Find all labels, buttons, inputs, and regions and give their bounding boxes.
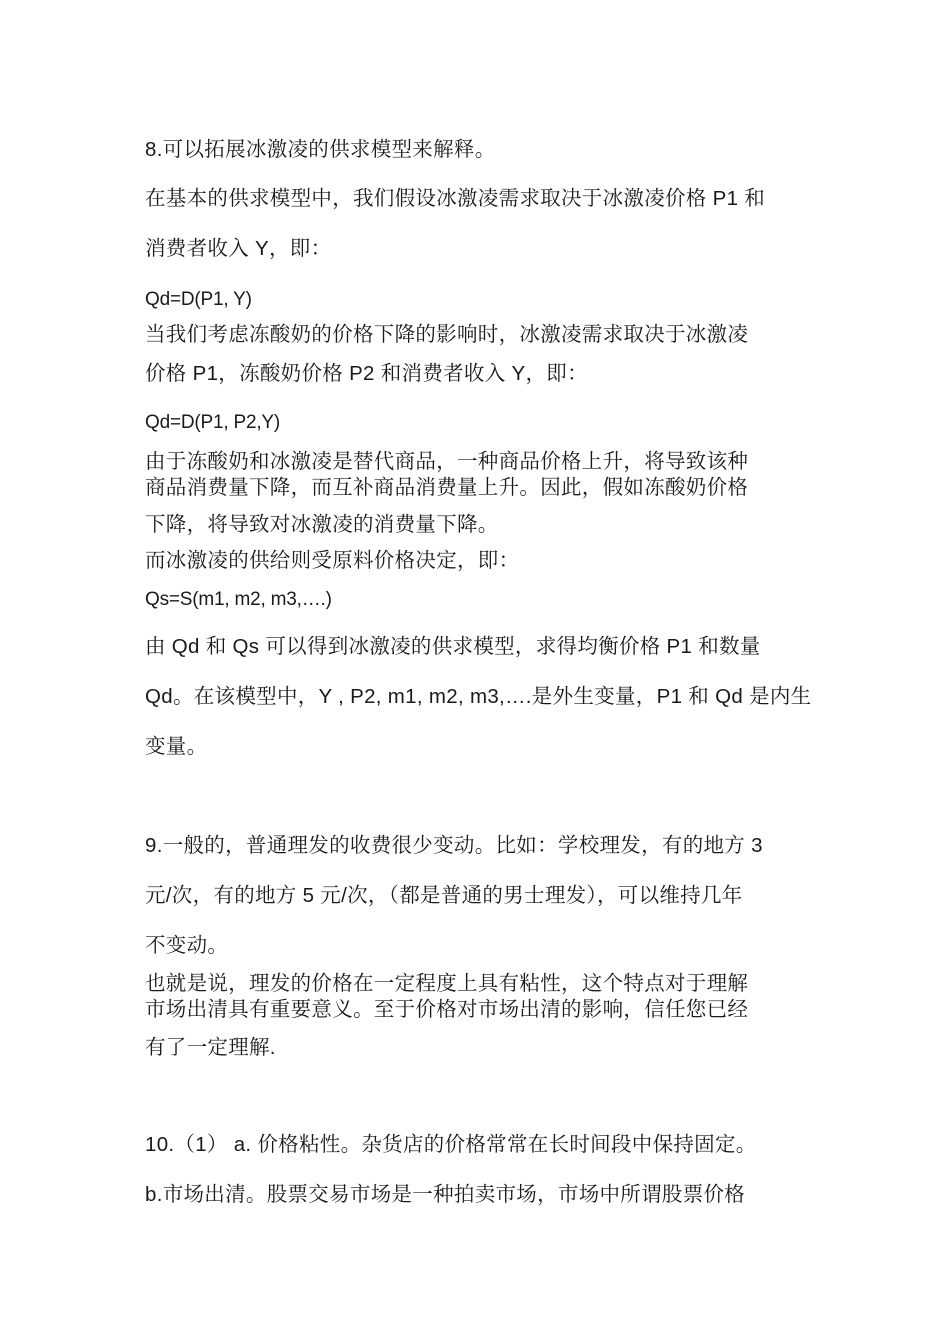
answer-8-heading: 8.可以拓展冰激凌的供求模型来解释。 [145,138,496,161]
text-line: 由 Qd 和 Qs 可以得到冰激凌的供求模型，求得均衡价格 P1 和数量 [145,635,761,658]
text-line: Qd。在该模型中，Y , P2, m1, m2, m3,….是外生变量，P1 和 Qd 是内生 [145,685,812,708]
text-line: 元/次，有的地方 5 元/次，（都是普通的男士理发），可以维持几年 [145,884,743,907]
text-line: 商品消费量下降，而互补商品消费量上升。因此，假如冻酸奶价格 [145,476,749,499]
answer-9-heading: 9.一般的，普通理发的收费很少变动。比如：学校理发，有的地方 3 [145,834,763,857]
demand-formula-basic: Qd=D(P1, Y) [145,289,252,310]
text-line: 当我们考虑冻酸奶的价格下降的影响时，冰激凌需求取决于冰激凌 [145,323,749,346]
text-line: 不变动。 [145,934,229,957]
text-line: 由于冻酸奶和冰激凌是替代商品，一种商品价格上升，将导致该种 [145,450,749,473]
text-line: 而冰激凌的供给则受原料价格决定，即： [145,549,520,572]
text-line: 也就是说，理发的价格在一定程度上具有粘性，这个特点对于理解 [145,972,749,995]
text-line: 市场出清具有重要意义。至于价格对市场出清的影响，信任您已经 [145,998,749,1021]
text-line: 消费者收入 Y，即： [145,237,332,260]
supply-formula: Qs=S(m1, m2, m3,….) [145,589,332,610]
text-line: 下降，将导致对冰激凌的消费量下降。 [145,513,499,536]
text-line: 在基本的供求模型中，我们假设冰激凌需求取决于冰激凌价格 P1 和 [145,187,766,210]
text-line: 有了一定理解. [145,1036,276,1059]
text-line: 变量。 [145,735,208,758]
text-line: b.市场出清。股票交易市场是一种拍卖市场，市场中所谓股票价格 [145,1183,746,1206]
answer-10-heading: 10.（1） a. 价格粘性。杂货店的价格常常在长时间段中保持固定。 [145,1133,757,1156]
text-line: 价格 P1，冻酸奶价格 P2 和消费者收入 Y，即： [145,362,588,385]
demand-formula-extended: Qd=D(P1, P2,Y) [145,412,281,433]
